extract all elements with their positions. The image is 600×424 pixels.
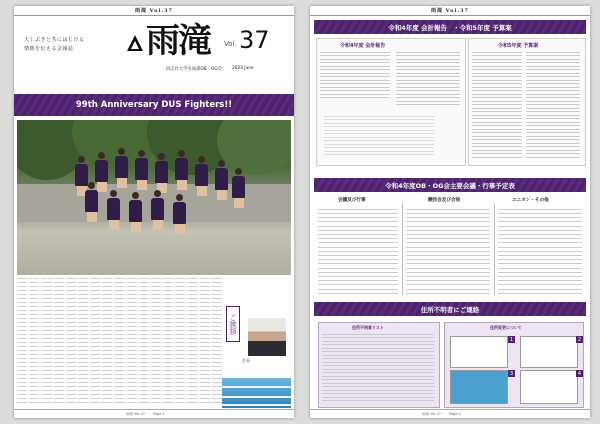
tagline-2: 情熱を伝える会報誌 [24,46,74,52]
issue-date: 2023 June [232,66,254,71]
section-schedule-title: 令和4年度OB・OG会主要会議・行事予定表 [385,181,515,190]
volume-number: 37 [239,26,270,54]
section-accounting [314,20,586,34]
front-page [14,6,294,418]
top-strip [310,6,590,16]
screenshot-step-4 [520,370,578,404]
greeting-heading: ご挨拶 [226,306,240,342]
anniversary-banner: 99th Anniversary DUS Fighters!! [14,94,294,116]
schedule-list-competitions [406,209,490,295]
page-number: Page 4 [448,412,461,416]
greeting-article-text [17,278,222,406]
page-number: Page 1 [152,412,165,416]
report-heading: 令和4年度 会計報告 [340,43,386,49]
tagline-1: 大しぶきと共にはじける [24,37,85,43]
section-unknown-address [314,302,586,316]
screenshot-step-3 [450,370,508,404]
schedule-list-union [498,209,582,295]
association-name: 同志社大学水泳部OB・OG会 [166,67,223,72]
unknown-list-names [322,334,434,402]
schedule-col-union: ユニオン・その他 [512,198,549,203]
schedule-col-meetings: 会議及び行事 [338,198,366,203]
page-footer [310,409,590,418]
footer-title: 雨滝 Vol.37 [126,411,145,416]
page-footer [14,409,294,418]
back-page [310,6,590,418]
step-badge-4: 4 [577,370,582,377]
top-strip [14,6,294,16]
budget-table-right [526,52,580,160]
masthead-title: 雨滝 [146,21,210,61]
budget-table-left [472,52,522,160]
mini-title: 雨滝 Vol.37 [430,8,470,14]
schedule-list-meetings [318,209,398,295]
section-unknown-title: 住所不明者にご連絡 [420,305,480,314]
mini-title: 雨滝 Vol.37 [134,8,174,14]
step-badge-3: 3 [509,370,514,377]
signer-title: 会長 [242,358,250,363]
report-table-right [396,52,460,108]
section-schedule [314,178,586,192]
section-accounting-title: 令和4年度 会計報告 [388,23,447,32]
swimmer-photo [222,378,291,408]
address-change-heading: 住所変更について [490,325,522,330]
step-badge-2: 2 [577,336,582,343]
president-portrait [248,318,286,356]
unknown-list-heading: 住所不明者リスト [352,325,384,330]
footer-title: 雨滝 Vol.37 [422,411,441,416]
screenshot-step-1 [450,336,508,368]
logo-mark-icon [126,34,144,52]
step-badge-1: 1 [509,336,514,343]
volume-label: Vol. [224,40,237,48]
handwritten-notes [324,116,434,158]
section-accounting-sub: ・令和5年度 予算案 [453,23,512,32]
budget-heading: 令和5年度 予算案 [498,43,539,49]
report-table-left [320,52,390,100]
schedule-col-competitions: 競技会及び合宿 [428,198,461,203]
masthead [14,18,294,80]
team-photo [17,120,291,275]
screenshot-step-2 [520,336,578,368]
